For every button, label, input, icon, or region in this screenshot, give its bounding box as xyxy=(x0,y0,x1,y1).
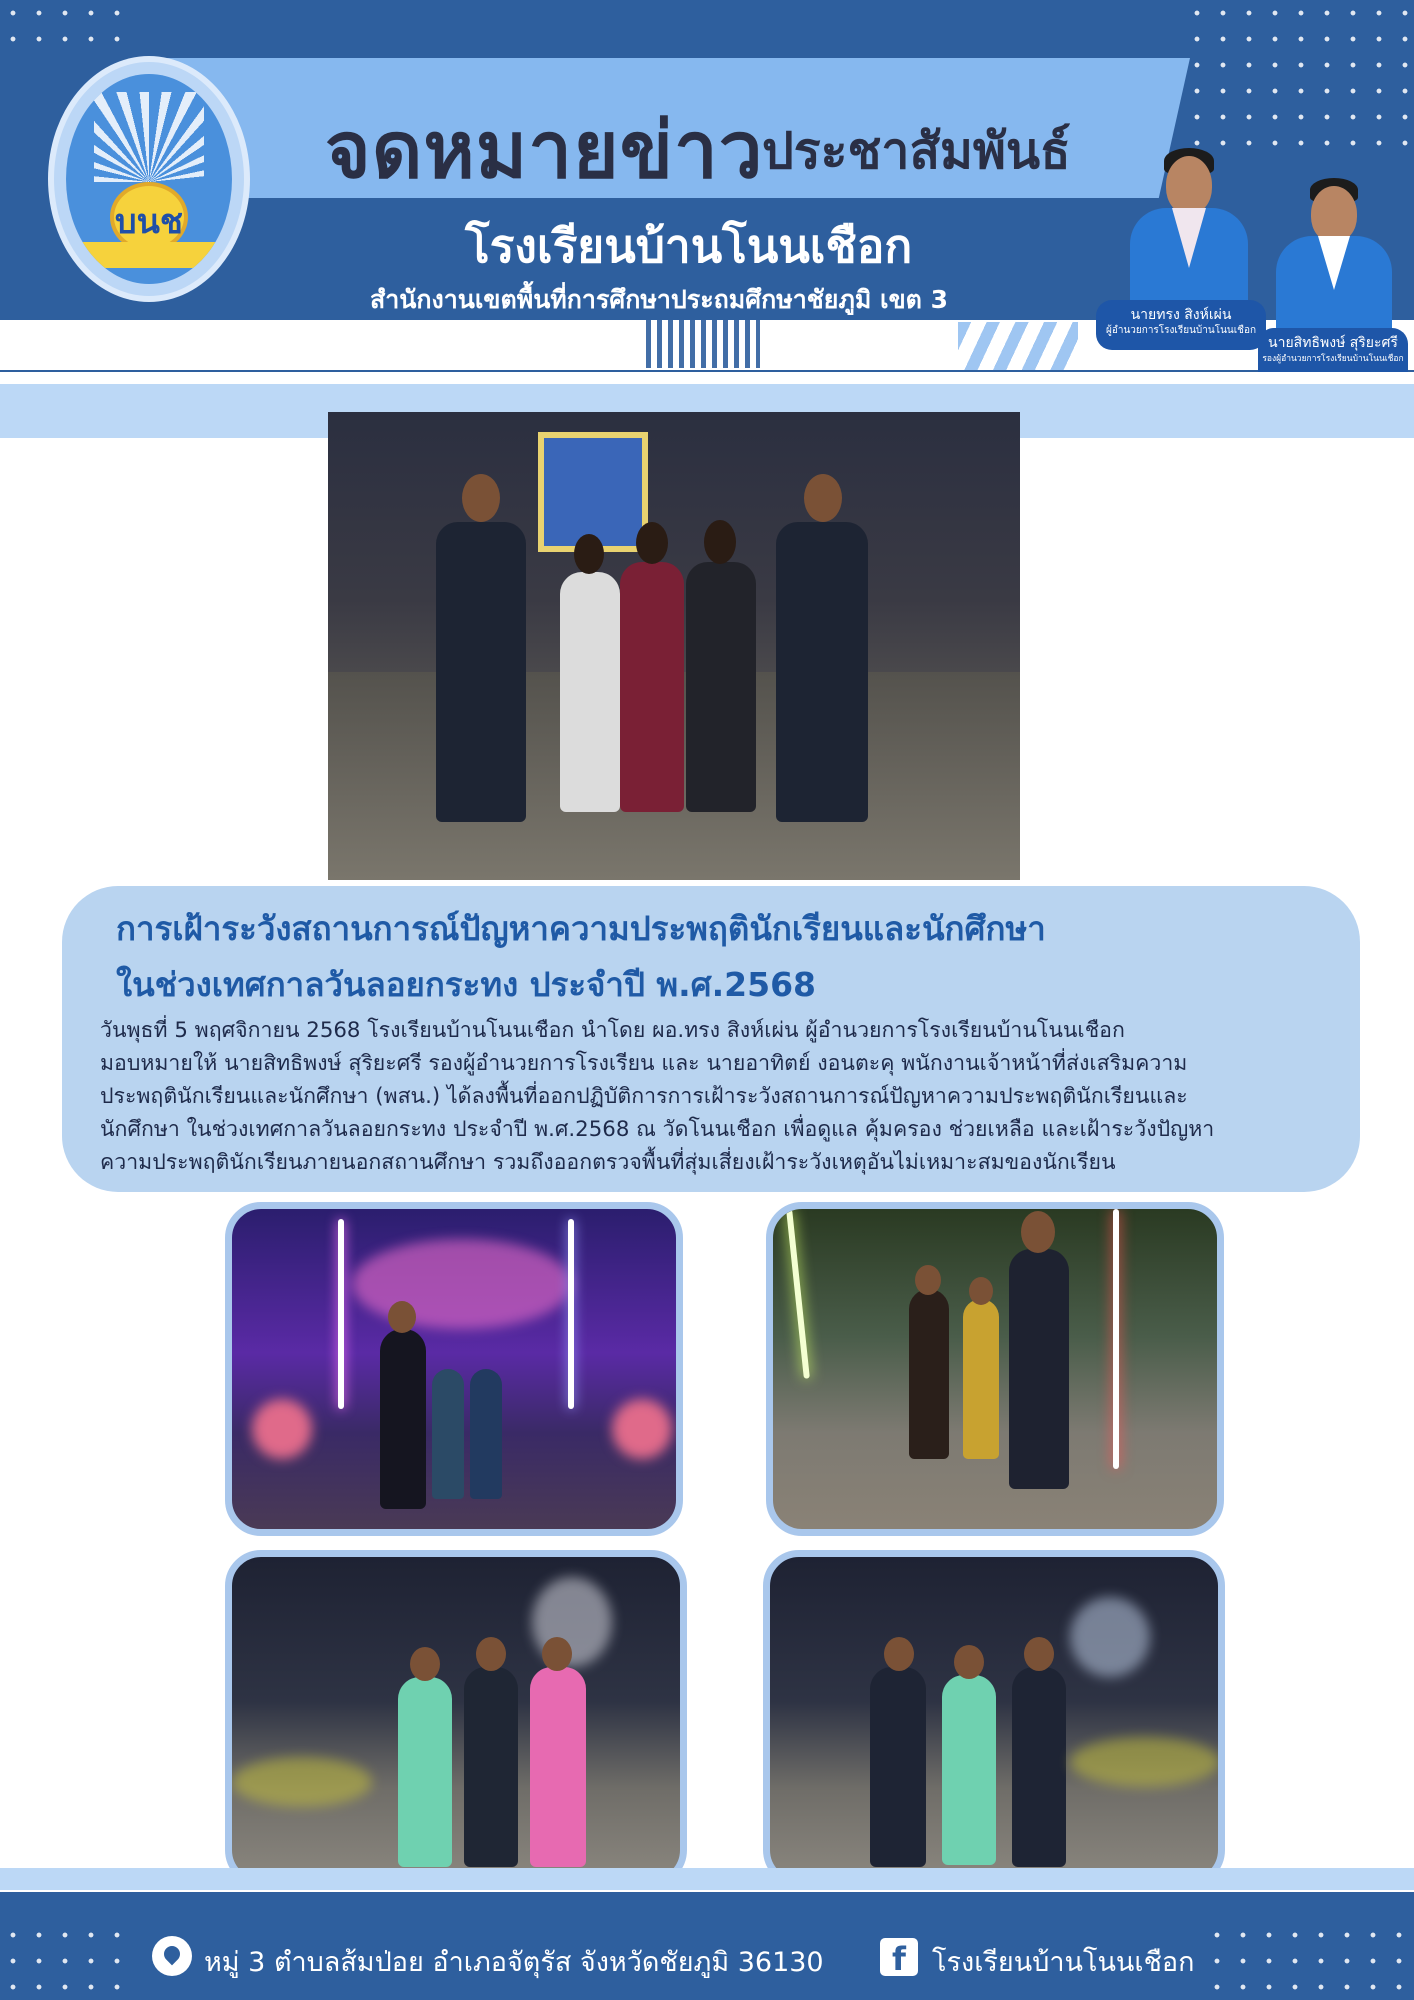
logo-ribbon xyxy=(80,242,218,268)
issue-date: พฤศจิกายน 2568 xyxy=(252,337,408,361)
gallery-photo-2 xyxy=(766,1202,1224,1536)
decor-dots-bottom-right xyxy=(1204,1922,1414,1992)
logo-emblem xyxy=(66,74,232,284)
decor-stripes xyxy=(958,322,1078,370)
decor-dots-top-right xyxy=(1184,0,1414,150)
article-headline-line2: ในช่วงเทศกาลวันลอยกระทง ประจำปี พ.ศ.2568 xyxy=(116,965,816,1004)
facebook-icon[interactable]: f xyxy=(880,1938,918,1976)
newsletter-footer xyxy=(0,1892,1414,2000)
gallery-photo-4 xyxy=(763,1550,1225,1886)
school-logo xyxy=(48,56,250,302)
director-portrait xyxy=(1124,146,1254,322)
decor-pattern xyxy=(640,320,760,368)
facebook-page-link[interactable]: โรงเรียนบ้านโนนเชือก xyxy=(932,1947,1195,1978)
deputy-director-portrait xyxy=(1270,176,1398,326)
deputy-role: รองผู้อำนวยการโรงเรียนบ้านโนนเชือก xyxy=(1262,354,1404,364)
article-body: วันพุธที่ 5 พฤศจิกายน 2568 โรงเรียนบ้านโนนเชือก นำโดย ผอ.ทรง สิงห์เผ่น ผู้อำนวยการโรงเรียนบ้านโนนเชือก มอบหมายให้ นายสิทธิพงษ์ สุริยะศรี รองผู้อำนวยการโรงเรียน และ นายอาทิตย์ งอนตะคุ พนักงานเจ้าหน้าที่ส่งเสริมความ ประพฤตินักเรียนและนักศึกษา (พสน.) ได้ลงพื้นที่ออกปฏิบัติการการเฝ้าระวังสถานการณ์ปัญหาความประพฤตินักเรียนและ นักศึกษา ในช่วงเทศกาลวันลอยกระทง ประจำปี พ.ศ.2568 ณ วัดโนนเชือก เพื่อดูแล คุ้มครอง ช่วยเหลือ และเฝ้าระวังปัญหา ความประพฤตินักเรียนภายนอกสถานศึกษา รวมถึงออกตรวจพื้นที่สุ่มเสี่ยงเฝ้าระวังเหตุอันไม่เหมาะสมของนักเรียน xyxy=(100,1018,1215,1175)
education-office-name: สำนักงานเขตพื้นที่การศึกษาประถมศึกษาชัยภูมิ เขต 3 xyxy=(370,285,949,314)
director-role: ผู้อำนวยการโรงเรียนบ้านโนนเชือก xyxy=(1105,325,1257,336)
article-box xyxy=(62,886,1360,1192)
main-photo-group xyxy=(328,412,1020,880)
map-pin-icon xyxy=(152,1936,192,1976)
logo-rays xyxy=(94,92,204,182)
newsletter-subtitle: ประชาสัมพันธ์ xyxy=(762,122,1071,180)
decor-dots-top-left xyxy=(0,0,120,56)
decor-dots-bottom-left xyxy=(0,1922,140,1992)
gallery-photo-1 xyxy=(225,1202,683,1536)
director-name-tag xyxy=(1096,300,1266,350)
issue-number-badge: ฉบับที่ 39/2568 xyxy=(60,332,236,366)
newsletter-title: จดหมายข่าว xyxy=(325,106,764,196)
newsletter-header xyxy=(0,0,1414,372)
deputy-name-tag xyxy=(1258,328,1408,372)
logo-seal-text: บนช xyxy=(115,202,183,242)
deputy-name: นายสิทธิพงษ์ สุริยะศรี xyxy=(1268,335,1398,351)
article-headline-line1: การเฝ้าระวังสถานการณ์ปัญหาความประพฤตินักเรียนและนักศึกษา xyxy=(116,909,1046,948)
school-address: หมู่ 3 ตำบลส้มป่อย อำเภอจัตุรัส จังหวัดชัยภูมิ 36130 xyxy=(204,1947,824,1978)
director-name: นายทรง สิงห์เผ่น xyxy=(1130,307,1232,323)
school-name: โรงเรียนบ้านโนนเชือก xyxy=(465,219,913,273)
gallery-photo-3 xyxy=(225,1550,687,1886)
footer-band xyxy=(0,1868,1414,1890)
